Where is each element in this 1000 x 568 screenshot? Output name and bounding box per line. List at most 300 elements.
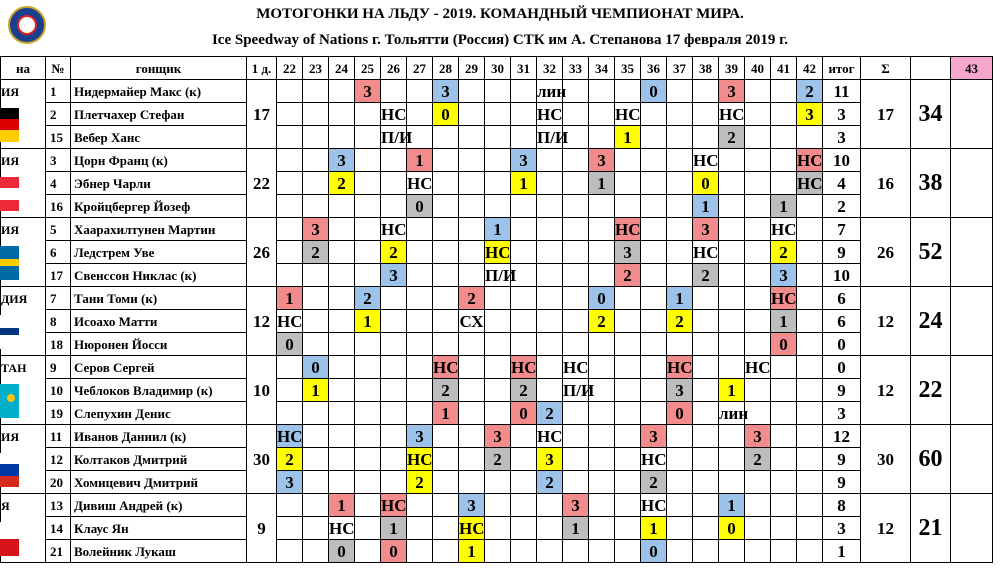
heat-result-22: 3 <box>277 471 303 494</box>
rider-number: 4 <box>46 172 71 195</box>
page-subtitle: Ice Speedway of Nations г. Тольятти (Россия) СТК им А. Степанова 17 февраля 2019 г. <box>211 32 789 48</box>
col-header-heat-28: 28 <box>433 57 459 80</box>
col-header-heat-40: 40 <box>745 57 771 80</box>
heat-empty-32 <box>537 172 563 195</box>
heat-empty-24 <box>329 471 355 494</box>
heat-empty-33 <box>563 218 589 241</box>
heat-empty-27 <box>407 287 433 310</box>
heat-result-38: 3 <box>693 218 719 241</box>
heat-empty-31 <box>511 540 537 563</box>
heat-result-31: НС <box>511 357 537 377</box>
heat-result-39: 3 <box>719 80 745 103</box>
heat-empty-30 <box>485 310 511 333</box>
heat-empty-42 <box>797 471 823 494</box>
heat-result-37: НС <box>667 357 693 377</box>
heat-empty-25 <box>355 172 381 195</box>
heat-empty-41 <box>771 379 797 402</box>
heat-empty-25 <box>355 448 381 471</box>
heat-empty-34 <box>589 103 615 126</box>
heat-empty-30 <box>485 540 511 563</box>
heat-empty-26 <box>381 287 407 310</box>
heat-empty-36 <box>641 241 667 264</box>
heat-result-23: 3 <box>303 218 329 241</box>
heat-result-39: 1 <box>719 494 745 517</box>
heat-result-22: 1 <box>277 287 303 310</box>
heat-result-30: 3 <box>485 425 511 448</box>
heat-empty-40 <box>745 310 771 333</box>
rider-number: 12 <box>46 448 71 471</box>
team-country-cell <box>1 218 46 287</box>
team-country-label: ИЯ <box>1 154 19 168</box>
heat-result-23: 2 <box>303 241 329 264</box>
heat-empty-31 <box>511 333 537 356</box>
heat-empty-26 <box>381 448 407 471</box>
heat-result-27: 3 <box>407 425 433 448</box>
heat-empty-28 <box>433 494 459 517</box>
heat-result-32: 3 <box>537 448 563 471</box>
rider-number: 7 <box>46 287 71 310</box>
heat-empty-23 <box>303 126 329 149</box>
heat-empty-23 <box>303 264 329 287</box>
heat-empty-23 <box>303 287 329 310</box>
heat-empty-28 <box>433 264 459 287</box>
heat-empty-24 <box>329 126 355 149</box>
flag-russia-icon <box>0 453 19 487</box>
heat-empty-39 <box>719 310 745 333</box>
heat-empty-34 <box>589 126 615 149</box>
team-itog: 12 <box>861 356 911 425</box>
rider-row <box>1 471 993 494</box>
heat-result-42: 2 <box>797 80 823 103</box>
heat-empty-26 <box>381 402 407 425</box>
heat-empty-24 <box>329 264 355 287</box>
heat-empty-24 <box>329 333 355 356</box>
rider-total: 8 <box>823 494 861 517</box>
rider-total: 1 <box>823 540 861 563</box>
rider-number: 3 <box>46 149 71 172</box>
heat-empty-35 <box>615 471 641 494</box>
heat-empty-34 <box>589 517 615 540</box>
heat-empty-29 <box>459 195 485 218</box>
heat-empty-32 <box>537 218 563 241</box>
heat-empty-40 <box>745 195 771 218</box>
heat-result-33: П/И <box>563 380 595 400</box>
heat-empty-29 <box>459 425 485 448</box>
rider-number: 8 <box>46 310 71 333</box>
results-table <box>0 56 993 563</box>
rider-name: Цорн Франц (к) <box>71 149 247 172</box>
heat-empty-34 <box>589 195 615 218</box>
heat-empty-38 <box>693 103 719 126</box>
heat-result-24: 0 <box>329 540 355 563</box>
rider-total: 3 <box>823 517 861 540</box>
heat-empty-23 <box>303 494 329 517</box>
team-country-cell <box>1 80 46 149</box>
heat-empty-29 <box>459 80 485 103</box>
heat-empty-25 <box>355 264 381 287</box>
heat-empty-22 <box>277 494 303 517</box>
heat-empty-37 <box>667 103 693 126</box>
heat-result-31: 2 <box>511 379 537 402</box>
heat-result-31: 3 <box>511 149 537 172</box>
heat-empty-31 <box>511 126 537 149</box>
heat-result-41: 2 <box>771 241 797 264</box>
heat-empty-27 <box>407 402 433 425</box>
heat-result-27: 0 <box>407 195 433 218</box>
heat-result-27: 1 <box>407 149 433 172</box>
rider-total: 9 <box>823 448 861 471</box>
heat-empty-35 <box>615 287 641 310</box>
col-header-heat-29: 29 <box>459 57 485 80</box>
team-sum: 52 <box>911 218 951 287</box>
heat-result-33: 1 <box>563 517 589 540</box>
heat-empty-24 <box>329 195 355 218</box>
heat-empty-36 <box>641 310 667 333</box>
heat-empty-36 <box>641 356 667 379</box>
heat-empty-30 <box>485 80 511 103</box>
heat-empty-25 <box>355 126 381 149</box>
heat-empty-33 <box>563 195 589 218</box>
heat-empty-22 <box>277 241 303 264</box>
heat-empty-34 <box>589 540 615 563</box>
heat-result-32: П/И <box>537 127 569 147</box>
heat-empty-41 <box>771 448 797 471</box>
heat-result-39: 1 <box>719 379 745 402</box>
heat-result-34: 2 <box>589 310 615 333</box>
heat-empty-36 <box>641 402 667 425</box>
heat-empty-22 <box>277 379 303 402</box>
heat-result-40: 3 <box>745 425 771 448</box>
heat-empty-22 <box>277 402 303 425</box>
heat-empty-39 <box>719 287 745 310</box>
heat-empty-39 <box>719 540 745 563</box>
heat-empty-31 <box>511 195 537 218</box>
team-country-label: ИЯ <box>1 430 19 444</box>
heat-empty-29 <box>459 379 485 402</box>
flag-austria-icon <box>0 177 19 211</box>
rider-total: 0 <box>823 356 861 379</box>
rider-name: Иванов Даниил (к) <box>71 425 247 448</box>
rider-row <box>1 540 993 563</box>
col-header-heat-22: 22 <box>277 57 303 80</box>
heat-result-36: НС <box>641 449 667 469</box>
heat-empty-25 <box>355 218 381 241</box>
team-itog: 26 <box>861 218 911 287</box>
team-day1-score: 22 <box>247 149 277 218</box>
rider-total: 3 <box>823 126 861 149</box>
rider-number: 15 <box>46 126 71 149</box>
heat-empty-28 <box>433 149 459 172</box>
heat-empty-32 <box>537 264 563 287</box>
col-header-number: № <box>46 57 71 80</box>
heat-result-28: 1 <box>433 402 459 425</box>
heat-empty-28 <box>433 471 459 494</box>
heat-empty-38 <box>693 356 719 379</box>
heat-empty-40 <box>745 471 771 494</box>
rider-name: Чеблоков Владимир (к) <box>71 379 247 402</box>
heat-result-24: 1 <box>329 494 355 517</box>
heat-empty-36 <box>641 218 667 241</box>
heat-empty-37 <box>667 494 693 517</box>
rider-name: Исоахо Матти <box>71 310 247 333</box>
heat-empty-38 <box>693 448 719 471</box>
rider-total: 10 <box>823 264 861 287</box>
heat-empty-24 <box>329 425 355 448</box>
heat-empty-27 <box>407 517 433 540</box>
heat-empty-23 <box>303 149 329 172</box>
heat-empty-25 <box>355 356 381 379</box>
heat-empty-39 <box>719 172 745 195</box>
team-day1-score: 9 <box>247 494 277 563</box>
heat-result-25: 1 <box>355 310 381 333</box>
rider-name: Эбнер Чарли <box>71 172 247 195</box>
heat-empty-39 <box>719 333 745 356</box>
heat-empty-27 <box>407 356 433 379</box>
heat-result-30: П/И <box>485 265 517 285</box>
team-blank <box>951 149 993 218</box>
heat-empty-27 <box>407 80 433 103</box>
heat-result-33: 3 <box>563 494 589 517</box>
heat-result-41: НС <box>771 288 797 308</box>
col-header-heat-34: 34 <box>589 57 615 80</box>
col-header-heat-41: 41 <box>771 57 797 80</box>
heat-empty-23 <box>303 402 329 425</box>
heat-result-26: НС <box>381 495 407 515</box>
heat-empty-26 <box>381 471 407 494</box>
heat-result-36: 3 <box>641 425 667 448</box>
heat-empty-22 <box>277 149 303 172</box>
heat-empty-31 <box>511 517 537 540</box>
heat-empty-27 <box>407 494 433 517</box>
flag-finland-icon <box>0 315 19 349</box>
heat-empty-28 <box>433 310 459 333</box>
team-sum: 22 <box>911 356 951 425</box>
rider-name: Клаус Ян <box>71 517 247 540</box>
heat-empty-38 <box>693 379 719 402</box>
heat-result-30: НС <box>485 242 511 262</box>
heat-empty-27 <box>407 379 433 402</box>
heat-result-23: 1 <box>303 379 329 402</box>
heat-empty-23 <box>303 517 329 540</box>
col-header-heat-23: 23 <box>303 57 329 80</box>
rider-row <box>1 149 993 172</box>
col-header-heat-37: 37 <box>667 57 693 80</box>
heat-empty-31 <box>511 494 537 517</box>
heat-empty-33 <box>563 103 589 126</box>
heat-result-29: НС <box>459 518 485 538</box>
heat-empty-30 <box>485 379 511 402</box>
heat-empty-38 <box>693 402 719 425</box>
heat-empty-29 <box>459 402 485 425</box>
heat-empty-29 <box>459 471 485 494</box>
heat-empty-25 <box>355 517 381 540</box>
flag-kazakhstan-icon <box>0 384 19 418</box>
rider-number: 17 <box>46 264 71 287</box>
heat-result-35: НС <box>615 104 641 124</box>
heat-empty-27 <box>407 540 433 563</box>
rider-total: 3 <box>823 402 861 425</box>
heat-empty-25 <box>355 149 381 172</box>
team-sum: 38 <box>911 149 951 218</box>
heat-empty-32 <box>537 149 563 172</box>
rider-total: 11 <box>823 80 861 103</box>
col-header-heat-38: 38 <box>693 57 719 80</box>
heat-empty-33 <box>563 402 589 425</box>
rider-total: 7 <box>823 218 861 241</box>
heat-result-22: НС <box>277 311 303 331</box>
heat-empty-26 <box>381 172 407 195</box>
heat-empty-31 <box>511 287 537 310</box>
heat-empty-29 <box>459 218 485 241</box>
heat-empty-29 <box>459 448 485 471</box>
rider-row <box>1 333 993 356</box>
heat-empty-31 <box>511 448 537 471</box>
heat-empty-26 <box>381 149 407 172</box>
heat-result-38: НС <box>693 150 719 170</box>
flag-germany-icon <box>0 108 19 142</box>
heat-result-28: 2 <box>433 379 459 402</box>
team-country-cell <box>1 494 46 563</box>
heat-empty-34 <box>589 402 615 425</box>
rider-row <box>1 517 993 540</box>
heat-empty-36 <box>641 103 667 126</box>
heat-result-36: 0 <box>641 540 667 563</box>
heat-empty-32 <box>537 356 563 379</box>
heat-empty-25 <box>355 425 381 448</box>
heat-empty-30 <box>485 287 511 310</box>
heat-empty-37 <box>667 80 693 103</box>
heat-empty-37 <box>667 540 693 563</box>
heat-empty-28 <box>433 287 459 310</box>
heat-empty-35 <box>615 402 641 425</box>
heat-empty-23 <box>303 471 329 494</box>
heat-empty-41 <box>771 172 797 195</box>
heat-result-42: НС <box>797 150 823 170</box>
rider-row <box>1 448 993 471</box>
heat-empty-40 <box>745 402 771 425</box>
heat-result-32: лин <box>537 81 567 101</box>
heat-empty-40 <box>745 172 771 195</box>
team-itog: 16 <box>861 149 911 218</box>
heat-empty-33 <box>563 425 589 448</box>
heat-result-34: 0 <box>589 287 615 310</box>
team-sum: 24 <box>911 287 951 356</box>
rider-total: 4 <box>823 172 861 195</box>
heat-empty-42 <box>797 402 823 425</box>
rider-row <box>1 287 993 310</box>
heat-result-31: 0 <box>511 402 537 425</box>
team-blank <box>951 356 993 425</box>
rider-name: Дивиш Андрей (к) <box>71 494 247 517</box>
heat-empty-35 <box>615 195 641 218</box>
heat-empty-24 <box>329 379 355 402</box>
heat-result-24: 3 <box>329 149 355 172</box>
heat-empty-42 <box>797 241 823 264</box>
team-sum: 34 <box>911 80 951 149</box>
team-blank <box>951 218 993 287</box>
heat-result-24: 2 <box>329 172 355 195</box>
heat-result-22: 0 <box>277 333 303 356</box>
rider-name: Тани Томи (к) <box>71 287 247 310</box>
heat-result-39: НС <box>719 104 745 124</box>
heat-empty-41 <box>771 80 797 103</box>
rider-number: 9 <box>46 356 71 379</box>
heat-empty-38 <box>693 471 719 494</box>
heat-result-31: 1 <box>511 172 537 195</box>
heat-empty-30 <box>485 402 511 425</box>
rider-row <box>1 218 993 241</box>
heat-empty-22 <box>277 172 303 195</box>
heat-empty-32 <box>537 287 563 310</box>
heat-empty-24 <box>329 80 355 103</box>
heat-empty-38 <box>693 517 719 540</box>
heat-empty-22 <box>277 126 303 149</box>
heat-empty-34 <box>589 471 615 494</box>
heat-empty-31 <box>511 425 537 448</box>
heat-empty-38 <box>693 80 719 103</box>
heat-empty-30 <box>485 149 511 172</box>
heat-empty-32 <box>537 517 563 540</box>
heat-empty-33 <box>563 287 589 310</box>
heat-empty-30 <box>485 126 511 149</box>
heat-empty-26 <box>381 379 407 402</box>
heat-empty-34 <box>589 425 615 448</box>
heat-empty-25 <box>355 402 381 425</box>
team-country-label: ИЯ <box>1 223 19 237</box>
heat-empty-42 <box>797 310 823 333</box>
heat-empty-35 <box>615 379 641 402</box>
heat-result-35: 2 <box>615 264 641 287</box>
heat-empty-31 <box>511 310 537 333</box>
heat-empty-24 <box>329 241 355 264</box>
heat-result-22: НС <box>277 426 303 446</box>
heat-empty-42 <box>797 218 823 241</box>
heat-result-42: НС <box>797 173 823 193</box>
heat-empty-24 <box>329 287 355 310</box>
heat-empty-35 <box>615 517 641 540</box>
heat-empty-23 <box>303 333 329 356</box>
heat-empty-39 <box>719 149 745 172</box>
heat-result-28: 0 <box>433 103 459 126</box>
heat-empty-39 <box>719 356 745 379</box>
rider-number: 1 <box>46 80 71 103</box>
heat-empty-42 <box>797 448 823 471</box>
heat-empty-25 <box>355 195 381 218</box>
heat-empty-39 <box>719 425 745 448</box>
heat-empty-25 <box>355 471 381 494</box>
heat-empty-39 <box>719 471 745 494</box>
heat-empty-41 <box>771 126 797 149</box>
heat-empty-33 <box>563 471 589 494</box>
heat-result-35: 1 <box>615 126 641 149</box>
heat-result-38: 1 <box>693 195 719 218</box>
rider-number: 14 <box>46 517 71 540</box>
heat-result-26: НС <box>381 104 407 124</box>
heat-empty-41 <box>771 149 797 172</box>
rider-name: Колтаков Дмитрий <box>71 448 247 471</box>
heat-empty-25 <box>355 333 381 356</box>
heat-empty-39 <box>719 218 745 241</box>
heat-empty-42 <box>797 333 823 356</box>
heat-empty-32 <box>537 195 563 218</box>
heat-empty-35 <box>615 448 641 471</box>
heat-empty-37 <box>667 517 693 540</box>
heat-empty-32 <box>537 241 563 264</box>
heat-result-36: НС <box>641 495 667 515</box>
heat-result-26: 1 <box>381 517 407 540</box>
heat-empty-30 <box>485 517 511 540</box>
heat-result-35: 3 <box>615 241 641 264</box>
